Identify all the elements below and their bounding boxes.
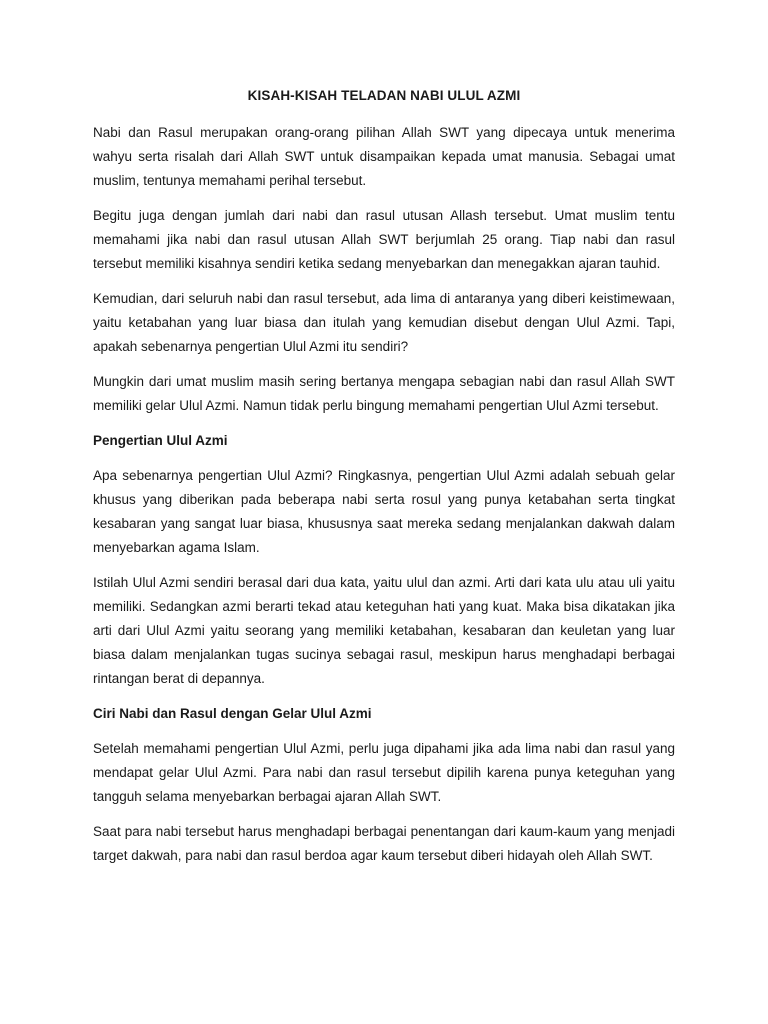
intro-paragraph-2: Begitu juga dengan jumlah dari nabi dan rasul utusan Allash tersebut. Umat muslim tentu memahami jika nabi dan rasul utusan Allah SWT berjumlah 25 orang. Tiap nabi dan rasul tersebut memiliki kisahnya sendiri ketika sedang menyebarkan dan menegakkan ajaran tauhid. [93, 208, 675, 271]
document-page [93, 87, 675, 879]
intro-paragraph-4: Mungkin dari umat muslim masih sering bertanya mengapa sebagian nabi dan rasul Allah SWT memiliki gelar Ulul Azmi. Namun tidak perlu bingung memahami pengertian Ulul Azmi tersebut. [93, 374, 675, 413]
section2-paragraph-2: Saat para nabi tersebut harus menghadapi berbagai penentangan dari kaum-kaum yang menjadi target dakwah, para nabi dan rasul berdoa agar kaum tersebut diberi hidayah oleh Allah SWT. [93, 824, 675, 863]
intro-paragraph-1: Nabi dan Rasul merupakan orang-orang pilihan Allah SWT yang dipecaya untuk menerima wahyu serta risalah dari Allah SWT untuk disampaikan kepada umat manusia. Sebagai umat muslim, tentunya memahami perihal tersebut. [93, 125, 675, 188]
section1-paragraph-2: Istilah Ulul Azmi sendiri berasal dari dua kata, yaitu ulul dan azmi. Arti dari kata ulu atau uli yaitu memiliki. Sedangkan azmi berarti tekad atau keteguhan hati yang kuat. Maka bisa dikatakan jika arti dari Ulul Azmi yaitu seorang yang memiliki ketabahan, kesabaran dan keuletan yang luar biasa dalam menjalankan tugas sucinya sebagai rasul, meskipun harus menghadapi berbagai rintangan berat di depannya. [93, 575, 675, 686]
section-heading-pengertian: Pengertian Ulul Azmi [93, 433, 228, 448]
section2-paragraph-1: Setelah memahami pengertian Ulul Azmi, perlu juga dipahami jika ada lima nabi dan rasul yang mendapat gelar Ulul Azmi. Para nabi dan rasul tersebut dipilih karena punya keteguhan yang tangguh selama menyebarkan berbagai ajaran Allah SWT. [93, 741, 675, 804]
section-heading-ciri: Ciri Nabi dan Rasul dengan Gelar Ulul Azmi [93, 706, 372, 721]
intro-paragraph-3: Kemudian, dari seluruh nabi dan rasul tersebut, ada lima di antaranya yang diberi keistimewaan, yaitu ketabahan yang luar biasa dan itulah yang kemudian disebut dengan Ulul Azmi. Tapi, apakah sebenarnya pengertian Ulul Azmi itu sendiri? [93, 291, 675, 354]
document-title: KISAH-KISAH TELADAN NABI ULUL AZMI [247, 88, 521, 103]
section1-paragraph-1: Apa sebenarnya pengertian Ulul Azmi? Ringkasnya, pengertian Ulul Azmi adalah sebuah gelar khusus yang diberikan pada beberapa nabi serta rosul yang punya ketabahan serta tingkat kesabaran yang sangat luar biasa, khususnya saat mereka sedang menjalankan dakwah dalam menyebarkan agama Islam. [93, 468, 675, 555]
